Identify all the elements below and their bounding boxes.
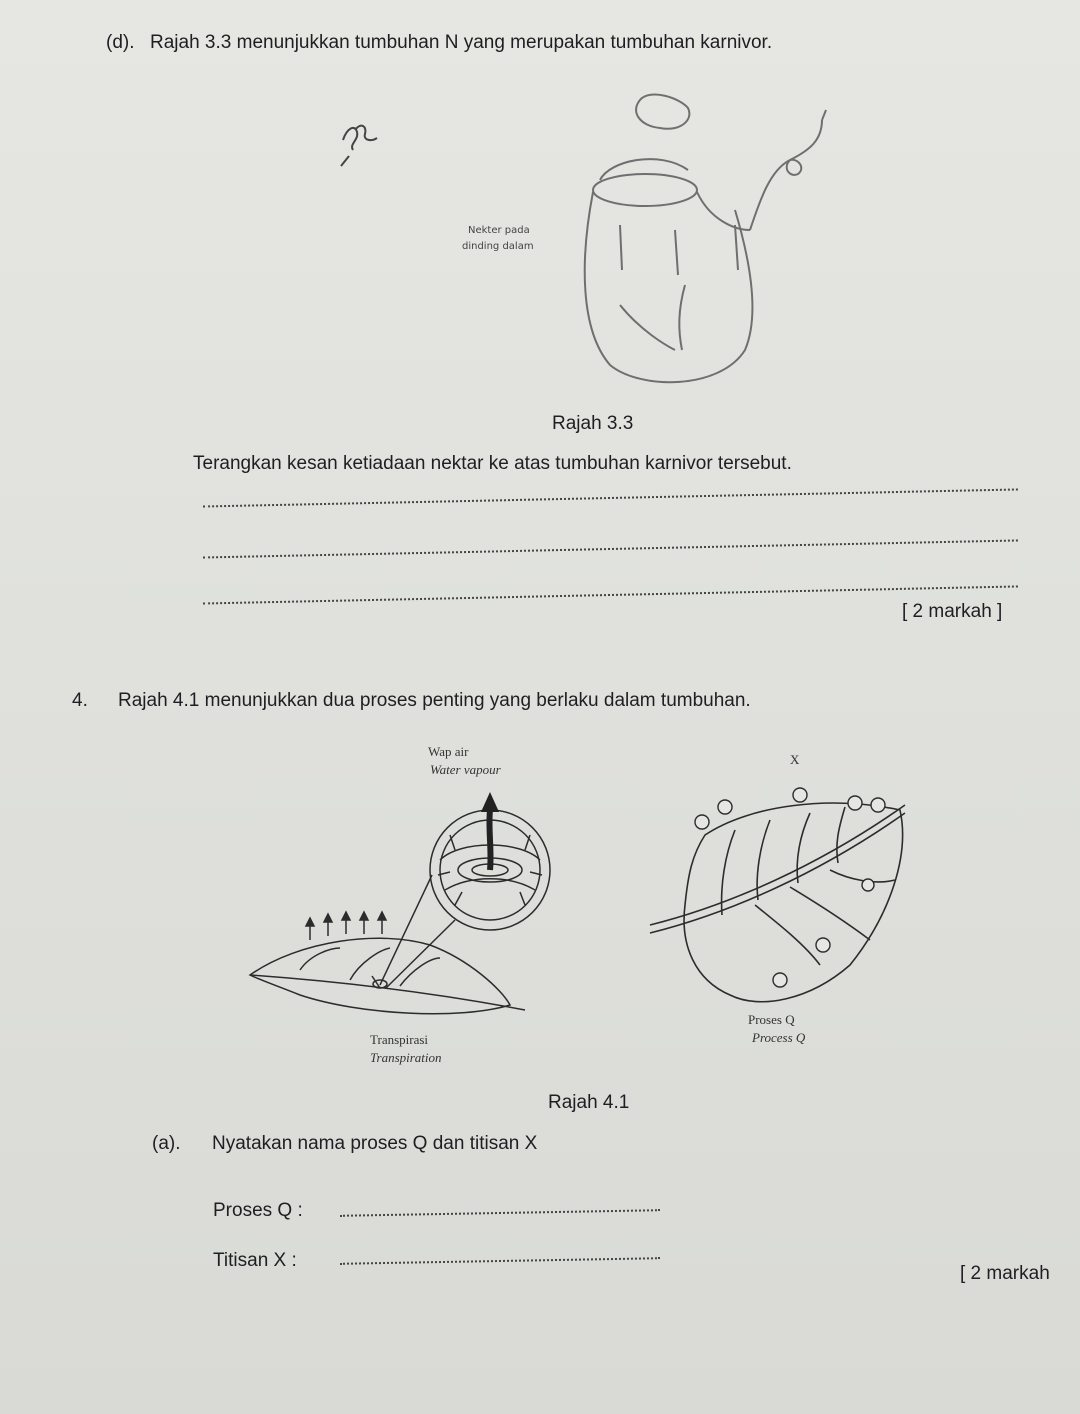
- q3d-question: Terangkan kesan ketiadaan nektar ke atas tumbuhan karnivor tersebut.: [193, 453, 792, 474]
- handwritten-note-2: dinding dalam: [462, 241, 534, 252]
- q4a-marks: [ 2 markah: [960, 1263, 1050, 1284]
- q4-text: Rajah 4.1 menunjukkan dua proses penting yang berlaku dalam tumbuhan.: [118, 690, 751, 711]
- pitcher-plant-diagram: [560, 80, 840, 400]
- proses-q-field-label: Proses Q :: [213, 1200, 303, 1221]
- titisan-x-field-label: Titisan X :: [213, 1250, 297, 1271]
- figure-4-1-caption: Rajah 4.1: [548, 1092, 630, 1113]
- answer-line[interactable]: [203, 585, 1018, 604]
- water-vapour-label: Wap air: [428, 744, 469, 759]
- answer-line[interactable]: [203, 539, 1018, 558]
- droplet-x-label: X: [790, 752, 800, 767]
- figure-3-3-caption: Rajah 3.3: [552, 413, 634, 434]
- q4a-text: Nyatakan nama proses Q dan titisan X: [212, 1133, 538, 1154]
- transpiration-diagram: [240, 780, 560, 1030]
- process-q-label: Proses Q: [748, 1012, 795, 1027]
- answer-line[interactable]: [203, 488, 1018, 507]
- q3d-marks: [ 2 markah ]: [902, 601, 1003, 622]
- process-q-label-en: Process Q: [752, 1030, 806, 1045]
- titisan-x-answer-line[interactable]: [340, 1257, 660, 1265]
- handwritten-doodle: [335, 110, 385, 170]
- q4a-label: (a).: [152, 1133, 181, 1154]
- transpiration-label: Transpirasi: [370, 1032, 429, 1047]
- transpiration-label-en: Transpiration: [370, 1050, 442, 1065]
- water-vapour-label-en: Water vapour: [430, 762, 501, 777]
- handwritten-note-1: Nekter pada: [468, 225, 530, 236]
- q4-number: 4.: [72, 690, 88, 711]
- guttation-leaf-diagram: [640, 775, 930, 1015]
- q3d-text: Rajah 3.3 menunjukkan tumbuhan N yang merupakan tumbuhan karnivor.: [150, 32, 773, 53]
- proses-q-answer-line[interactable]: [340, 1209, 660, 1217]
- q3d-label: (d).: [106, 32, 135, 53]
